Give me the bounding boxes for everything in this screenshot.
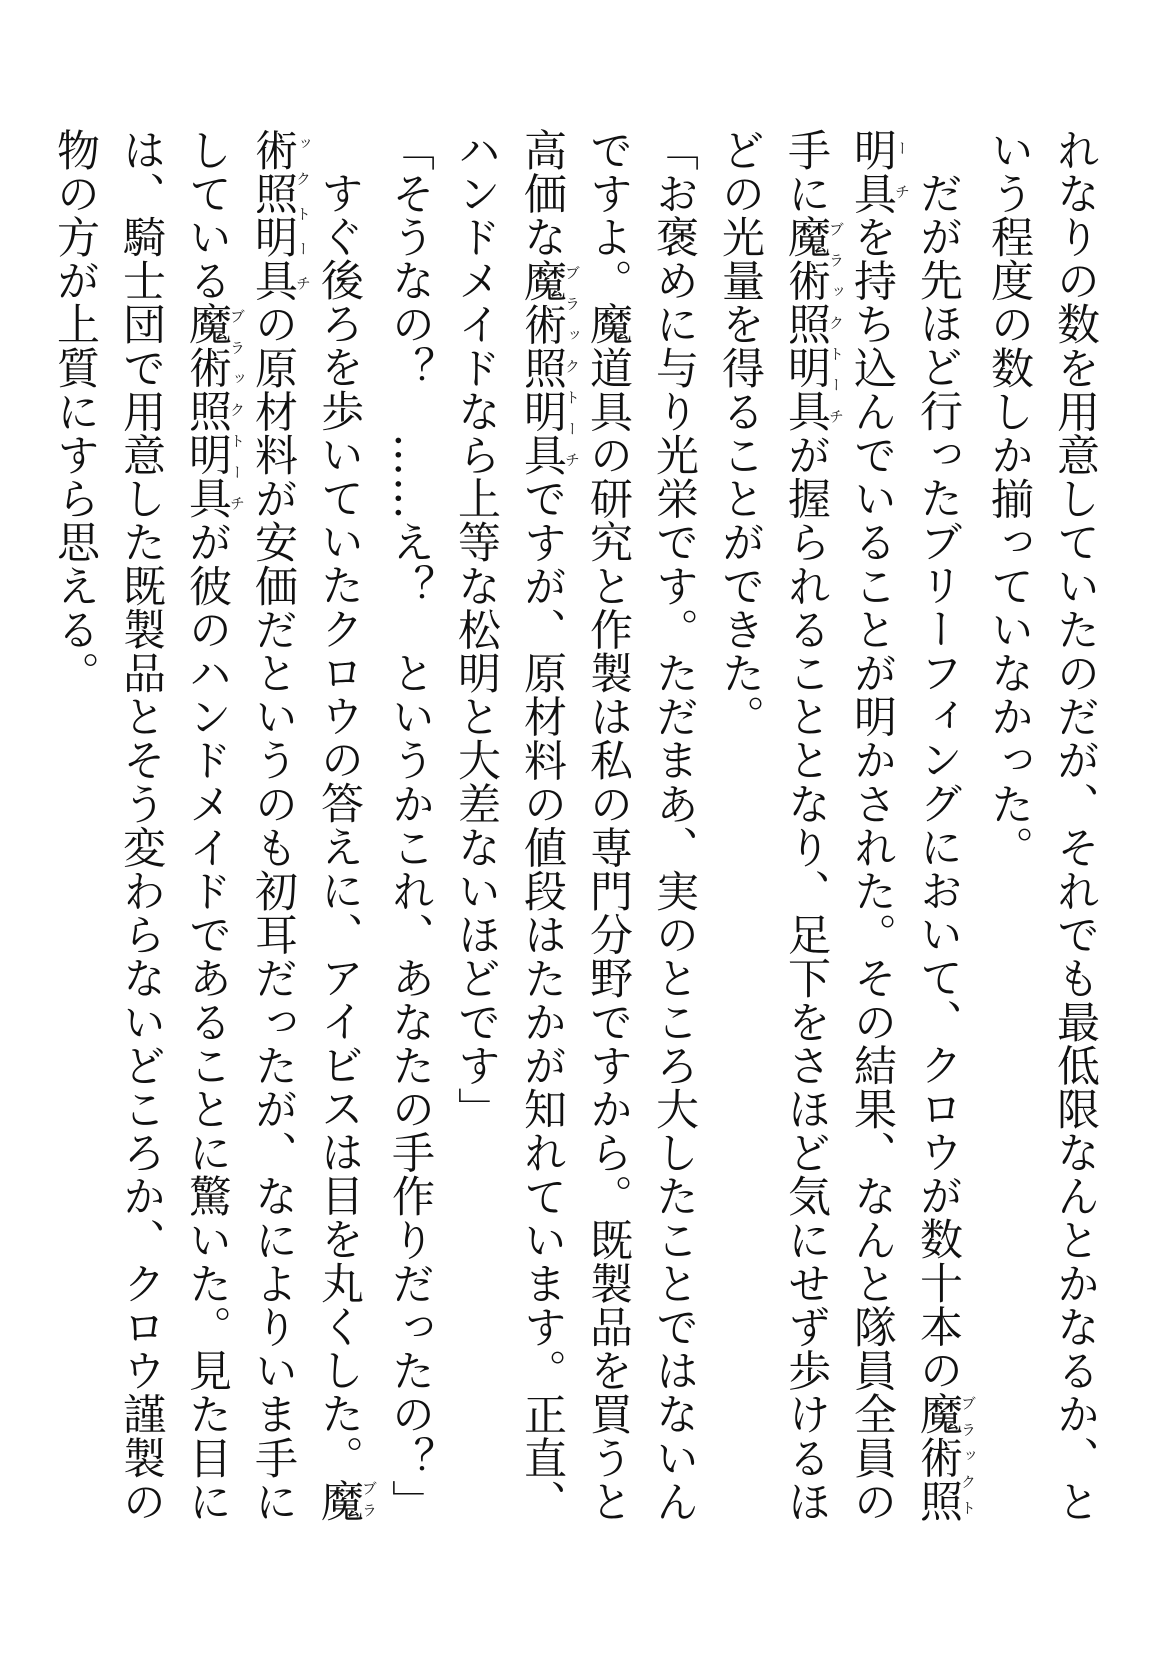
paragraph-4-text: 「そうなの？ ……え？ というかこれ、あなたの手作りだったの？」 — [385, 128, 435, 1524]
ruby-magic-light-5: 魔術照明具ブラックトーチ — [182, 302, 246, 521]
vertical-body-text — [42, 128, 1108, 1548]
paragraph-3-dialogue — [443, 128, 707, 1548]
ruby-magic-light-2: 魔術照明具ブラックトーチ — [781, 215, 845, 434]
paragraph-2-text-c: が握られることとなり、足下をさほど気にせず歩けるほどの光量を得ることができた。 — [715, 128, 831, 1524]
paragraph-3-text-a: 「お褒めに与り光栄です。ただまあ、実のところ大したことではないんですよ。魔道具の研究と作製は私の専門分野ですから。既製品を買うと高価な — [517, 128, 699, 1524]
paragraph-1 — [976, 128, 1108, 1548]
paragraph-5-text-c: が彼のハンドメイドであることに驚いた。見た目には、騎士団で用意した既製品とそう変わらないどころか、クロウ謹製の物の方が上質にすら思える。 — [50, 128, 232, 1524]
paragraph-2-text-b: を持ち込んでいることが明かされた。その結果、なんと隊員全員の手に — [781, 128, 897, 1524]
ruby-magic-light-1: 魔術照明具ブラックトーチ — [847, 128, 977, 1523]
paragraph-3-text-b: ですが、原材料の値段はたかが知れています。正直、ハンドメイドなら上等な松明と大差ないほどです」 — [451, 128, 567, 1524]
ruby-magic-light-3: 魔術照明具ブラックトーチ — [517, 258, 581, 477]
paragraph-5 — [42, 128, 377, 1548]
ruby-magic-light-4: 魔術照明具ブラックトーチ — [248, 128, 378, 1523]
paragraph-2 — [707, 128, 976, 1548]
paragraph-5-text-b: の原材料が安価だというのも初耳だったが、なによりいま手にしている — [182, 128, 298, 1524]
paragraph-4-dialogue — [377, 128, 443, 1548]
paragraph-1-text: れなりの数を用意していたのだが、それでも最低限なんとかなるか、という程度の数しか揃っていなかった。 — [984, 128, 1100, 1524]
paragraph-2-text-a: だが先ほど行ったブリーフィングにおいて、クロウが数十本の — [913, 171, 963, 1392]
paragraph-5-text-a: すぐ後ろを歩いていたクロウの答えに、アイビスは目を丸くした。 — [314, 171, 364, 1479]
